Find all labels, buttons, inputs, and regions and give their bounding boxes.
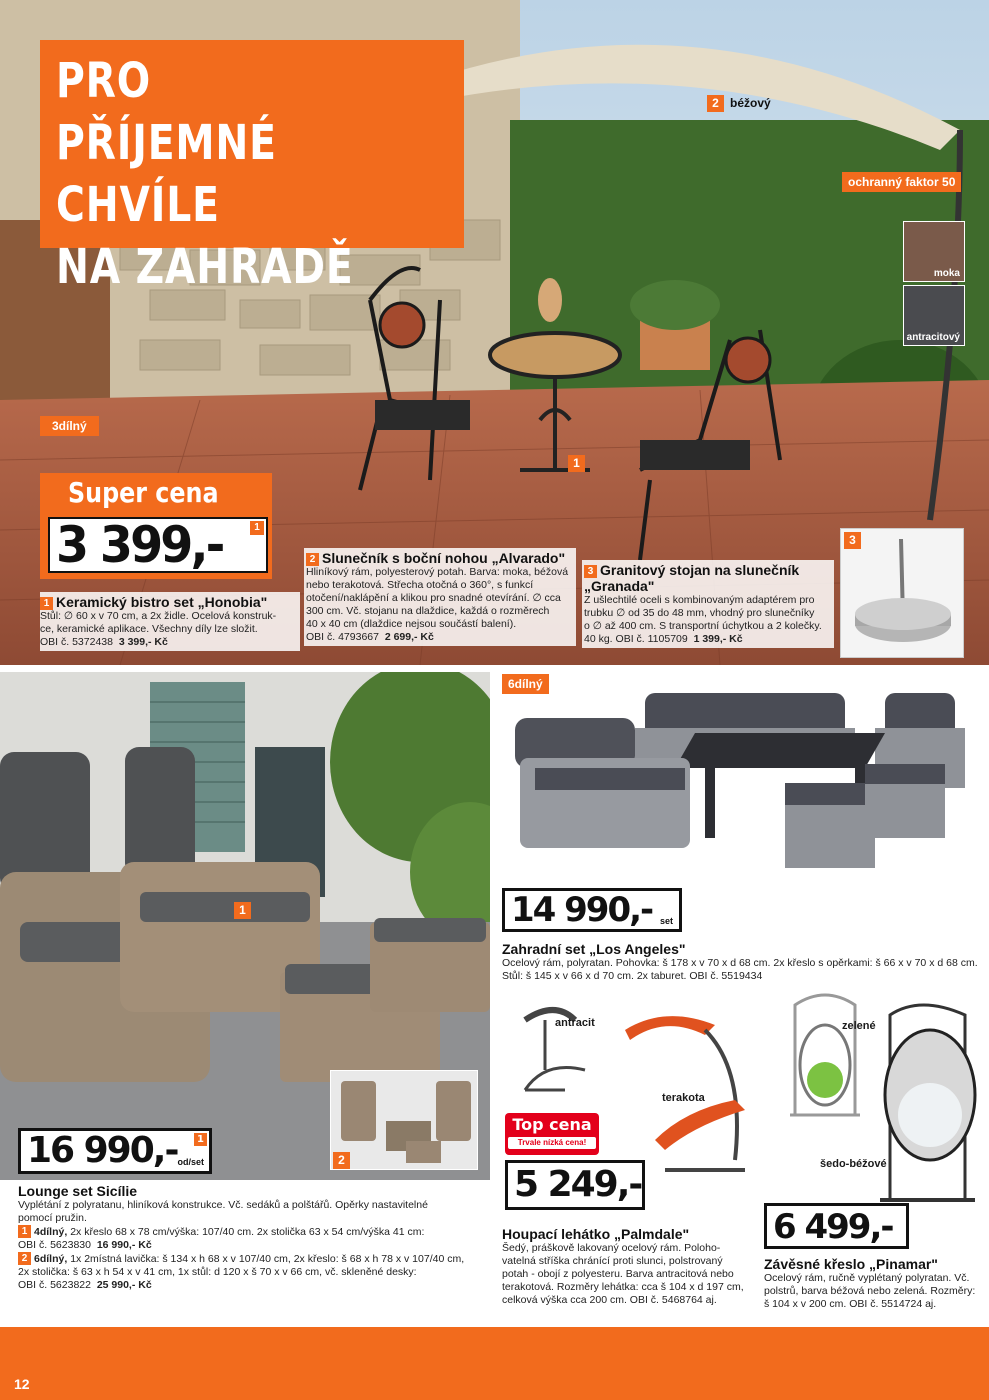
page-number: 12: [14, 1376, 30, 1392]
lounge-price: 16 990,-: [27, 1130, 178, 1171]
la-set-illustration: [505, 688, 975, 888]
footer-bar: [0, 1327, 989, 1400]
product-bistro-price: 3 399,- Kč: [118, 636, 168, 648]
lounger-name: Houpací lehátko „Palmdale": [502, 1226, 690, 1242]
product-umbrella-line-4: 300 cm. Vč. stojanu na dlaždice, každá o rozměrech: [306, 605, 550, 617]
product-stand-line-1: Z ušlechtilé oceli s kombinovaným adaptérem pro: [584, 594, 815, 606]
chair-text: [764, 1256, 986, 1311]
product-umbrella-line-3: otočení/naklápění a klikou pro snadné otevírání. ∅ cca: [306, 592, 561, 604]
lounge-v2-price: 25 990,- Kč: [96, 1279, 152, 1291]
headline-line-2: CHVÍLE: [56, 177, 220, 233]
super-cena-price-box: [48, 517, 268, 573]
product-umbrella-line-2: nebo terakotová. Střecha otočná o 360°, s funkcí: [306, 579, 534, 591]
chair-label-zelene: zelené: [842, 1020, 876, 1032]
top-cena-badge: [505, 1113, 599, 1155]
headline-text: [56, 50, 384, 298]
la-set-price: 14 990,-: [511, 890, 653, 930]
product-bistro-obi: OBI č. 5372438: [40, 636, 113, 648]
chair-label-sedo: šedo-béžové: [820, 1158, 887, 1170]
lounger-line-1: Šedý, práškově lakovaný ocelový rám. Poloho-: [502, 1242, 721, 1254]
lounge-v2-bold: 6dílný,: [34, 1253, 68, 1265]
product-umbrella-num: 2: [306, 553, 319, 566]
product-umbrella-line-1: Hliníkový rám, polyesterový potah. Barva: moka, béžová: [306, 566, 569, 578]
lounger-line-5: celková výška cca 200 cm. OBI č. 5468764 aj.: [502, 1294, 717, 1306]
chair-line-2: polstrů, barva béžová nebo zelená. Rozměry:: [764, 1285, 976, 1297]
swatch-moka: [903, 221, 965, 282]
lounge-v2-obi: OBI č. 5623822: [18, 1279, 91, 1291]
headline-line-1: PRO PŘÍJEMNÉ: [56, 53, 277, 171]
bistro-price: 3 399,-: [56, 516, 223, 574]
product-stand-price: 1 399,- Kč: [693, 633, 743, 645]
super-cena-label: Super cena: [68, 476, 219, 509]
la-set-photo: [505, 688, 975, 888]
lounge-text: [18, 1183, 486, 1292]
chair-price: 6 499,-: [773, 1207, 893, 1247]
lounger-line-3: potah - obojí z polyesteru. Barva antracitová nebo: [502, 1268, 734, 1280]
lounger-text: [502, 1226, 752, 1307]
stand-marker: 3: [844, 532, 861, 549]
umbrella-marker: 2: [707, 95, 724, 112]
six-piece-tag: 6dílný: [502, 674, 549, 694]
product-umbrella-price: 2 699,- Kč: [384, 631, 434, 643]
lounge-v1-text: 2x křeslo 68 x 78 cm/výška: 107/40 cm. 2x stolička 63 x 54 cm/výška 41 cm:: [70, 1226, 425, 1238]
lounge-v1-obi: OBI č. 5623830: [18, 1239, 91, 1251]
top-cena-label: Top cena: [512, 1115, 592, 1134]
lounge-v1-num: 1: [18, 1225, 31, 1238]
chair-line-3: š 104 x v 200 cm. OBI č. 5514724 aj.: [764, 1298, 937, 1310]
lounge-marker-2: 2: [333, 1152, 350, 1169]
bistro-price-marker: 1: [250, 521, 264, 535]
lounger-label-antracit: antracit: [555, 1017, 595, 1029]
la-set-text: [502, 941, 982, 983]
product-bistro-name: Keramický bistro set „Honobia": [56, 594, 268, 610]
lounge-line-1: Vyplétání z polyratanu, hliníková konstrukce. Vč. sedáků a polštářů. Opěrky nastavitelné: [18, 1199, 428, 1211]
bistro-photo-marker: 1: [568, 455, 585, 472]
lounger-label-terakota: terakota: [662, 1092, 705, 1104]
product-umbrella-line-5: 40 x 40 cm (dlaždice nejsou součástí balení).: [306, 618, 517, 630]
product-stand-num: 3: [584, 565, 597, 578]
lounger-price: 5 249,-: [514, 1164, 642, 1205]
hanging-chair-photo: [780, 985, 980, 1205]
chair-name: Závěsné křeslo „Pinamar": [764, 1256, 938, 1272]
chair-price-box: [764, 1203, 909, 1249]
lounge-v1-price: 16 990,- Kč: [96, 1239, 152, 1251]
lounge-price-marker: 1: [194, 1133, 207, 1146]
product-stand: [582, 560, 834, 648]
top-cena-sub: Trvale nízká cena!: [508, 1137, 596, 1149]
product-stand-line-2: trubku ∅ od 35 do 48 mm, vhodný pro slunečníky: [584, 607, 815, 619]
lounger-line-4: terakotová. Rozměry lehátka: cca š 104 x d 197 cm,: [502, 1281, 744, 1293]
lounge-line-2: pomocí pružin.: [18, 1212, 87, 1224]
product-stand-name: Granitový stojan na slunečník „Granada": [584, 562, 800, 594]
product-bistro-num: 1: [40, 597, 53, 610]
lounge-name: Lounge set Sicílie: [18, 1183, 138, 1199]
product-bistro-line-2: ce, keramické aplikace. Všechny díly lze složit.: [40, 623, 258, 635]
swatch-antracit: [903, 285, 965, 346]
product-stand-obi: OBI č. 1105709: [615, 633, 688, 645]
swatch-moka-label: moka: [933, 268, 960, 279]
product-umbrella-name: Slunečník s boční nohou „Alvarado": [322, 550, 566, 566]
la-set-price-unit: set: [659, 916, 673, 926]
lounge-v2-text: 1x 2místná lavička: š 134 x h 68 x v 107/40 cm, 2x křeslo: š 68 x h 78 x v 107/40 cm,: [70, 1253, 465, 1265]
lounge-inset-photo: [330, 1070, 478, 1170]
lounge-v1-bold: 4dílný,: [34, 1226, 68, 1238]
lounge-v2-text2: 2x stolička: š 63 x h 54 x v 41 cm, 1x stůl: d 120 x š 70 x v 66 cm, vč. skleněné desky:: [18, 1266, 417, 1278]
lounge-inset-illustration: [331, 1071, 479, 1171]
three-piece-tag: 3dílný: [40, 416, 99, 436]
product-bistro: [40, 592, 300, 651]
lounger-price-box: [505, 1160, 645, 1210]
lounger-line-2: vatelná stříška chránící proti slunci, polstrovaný: [502, 1255, 723, 1267]
lounge-marker-1: 1: [234, 902, 251, 919]
lounge-price-unit: od/set: [177, 1157, 204, 1167]
la-set-line-2: Stůl: š 145 x v 66 x d 70 cm. 2x taburet. OBI č. 5519434: [502, 970, 763, 982]
chair-line-1: Ocelový rám, ručně vyplétaný polyratan. Vč.: [764, 1272, 970, 1284]
la-set-name: Zahradní set „Los Angeles": [502, 941, 686, 957]
lounge-v2-num: 2: [18, 1252, 31, 1265]
la-set-line-1: Ocelový rám, polyratan. Pohovka: š 178 x v 70 x d 68 cm. 2x křeslo s opěrkami: š 66 x v 70 x d 68 cm.: [502, 957, 978, 969]
product-umbrella: [304, 548, 576, 646]
protection-badge: ochranný faktor 50: [842, 172, 961, 192]
lounge-price-box: [18, 1128, 212, 1174]
product-umbrella-obi: OBI č. 4793667: [306, 631, 379, 643]
product-stand-line-3: o ∅ až 400 cm. S transportní úchytkou a 2 kolečky.: [584, 620, 822, 632]
la-set-price-box: [502, 888, 682, 932]
product-bistro-line-1: Stůl: ∅ 60 x v 70 cm, a 2x židle. Ocelová konstruk-: [40, 610, 277, 622]
umbrella-color-label: béžový: [730, 96, 771, 110]
headline-line-3: NA ZAHRADĚ: [56, 239, 354, 295]
product-stand-line-4: 40 kg.: [584, 633, 613, 645]
hanging-chair-illustration: [780, 985, 980, 1205]
swatch-antracit-label: antracitový: [906, 332, 960, 343]
